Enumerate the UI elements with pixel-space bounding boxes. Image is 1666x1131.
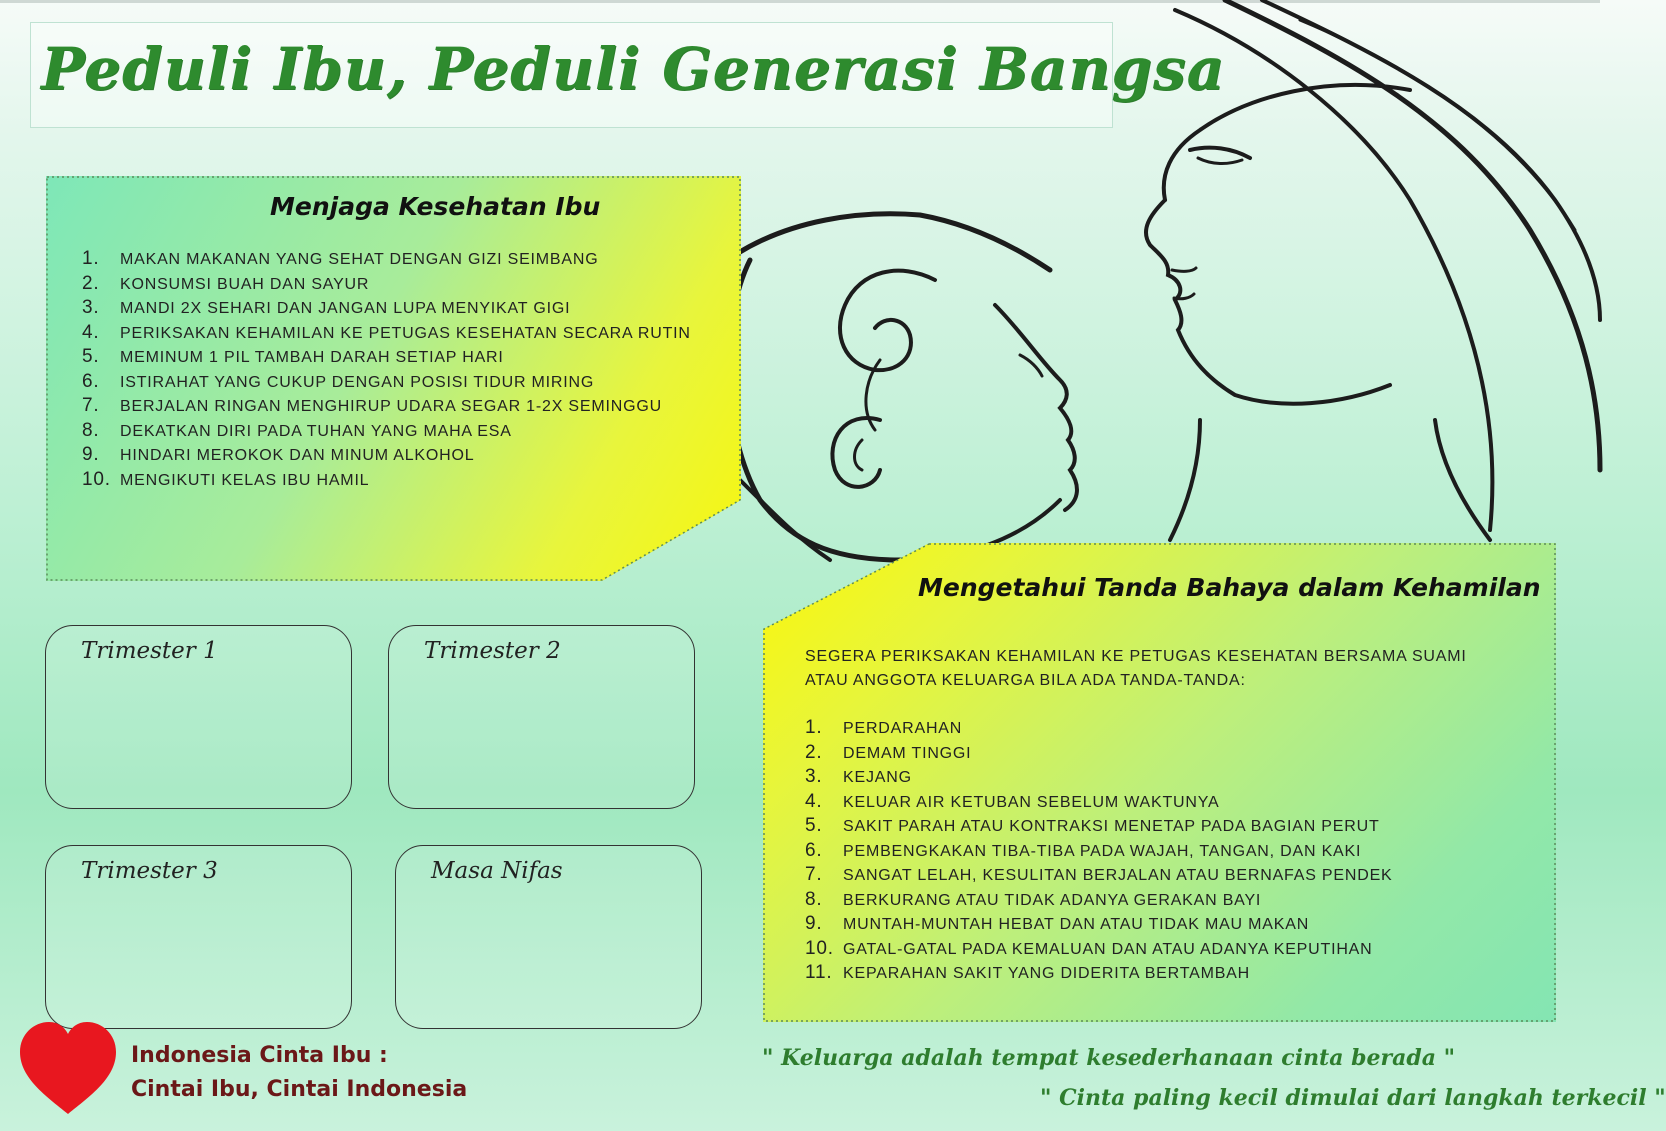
list-item bbox=[82, 370, 722, 395]
list-item-text: BERKURANG ATAU TIDAK ADANYA GERAKAN BAYI bbox=[843, 891, 1262, 909]
title-box bbox=[30, 22, 1226, 128]
list-item-number: 10. bbox=[805, 937, 834, 959]
trimester-1-label: Trimester 1 bbox=[81, 638, 218, 664]
list-item bbox=[805, 839, 1545, 864]
list-item-text: GATAL-GATAL PADA KEMALUAN DAN ATAU ADANYA KEPUTIHAN bbox=[843, 940, 1373, 958]
masa-nifas-label: Masa Nifas bbox=[431, 858, 563, 884]
list-item bbox=[82, 272, 722, 297]
list-item-number: 5. bbox=[82, 346, 100, 367]
list-item bbox=[82, 443, 722, 468]
list-item-text: SAKIT PARAH ATAU KONTRAKSI MENETAP PADA BAGIAN PERUT bbox=[843, 818, 1380, 835]
trimester-2-label: Trimester 2 bbox=[424, 638, 561, 664]
list-item-text: KELUAR AIR KETUBAN SEBELUM WAKTUNYA bbox=[843, 793, 1220, 811]
list-item-number: 1. bbox=[82, 248, 100, 269]
trimester-3-label: Trimester 3 bbox=[81, 858, 218, 884]
list-item-text: MEMINUM 1 PIL TAMBAH DARAH SETIAP HARI bbox=[120, 349, 504, 366]
trimester-1-box bbox=[45, 625, 352, 809]
list-item bbox=[805, 765, 1545, 790]
list-item-number: 7. bbox=[82, 395, 100, 416]
list-item-number: 4. bbox=[82, 321, 100, 343]
list-item bbox=[805, 790, 1545, 815]
list-item-text: PEMBENGKAKAN TIBA-TIBA PADA WAJAH, TANGAN, DAN KAKI bbox=[843, 842, 1362, 860]
list-item-text: MAKAN MAKANAN YANG SEHAT DENGAN GIZI SEIMBANG bbox=[120, 251, 599, 268]
list-item bbox=[805, 961, 1545, 986]
list-item bbox=[82, 345, 722, 370]
footer-line-2: Cintai Ibu, Cintai Indonesia bbox=[131, 1077, 468, 1102]
health-tips-list bbox=[82, 247, 722, 492]
list-item-number: 3. bbox=[82, 297, 100, 318]
list-item-text: HINDARI MEROKOK DAN MINUM ALKOHOL bbox=[120, 447, 475, 464]
list-item bbox=[805, 888, 1545, 913]
list-item-number: 2. bbox=[82, 272, 100, 294]
health-tips-heading: Menjaga Kesehatan Ibu bbox=[270, 192, 601, 221]
list-item-text: DEMAM TINGGI bbox=[843, 744, 972, 762]
list-item-text: ISTIRAHAT YANG CUKUP DENGAN POSISI TIDUR MIRING bbox=[120, 373, 595, 391]
list-item-number: 8. bbox=[805, 888, 823, 910]
list-item bbox=[82, 321, 722, 346]
list-item bbox=[82, 247, 722, 272]
list-item-text: PERIKSAKAN KEHAMILAN KE PETUGAS KESEHATAN SECARA RUTIN bbox=[120, 324, 691, 342]
list-item-text: PERDARAHAN bbox=[843, 720, 963, 737]
trimester-2-box bbox=[388, 625, 695, 809]
list-item-number: 9. bbox=[82, 444, 100, 465]
list-item bbox=[82, 394, 722, 419]
list-item-number: 9. bbox=[805, 913, 823, 934]
list-item bbox=[805, 937, 1545, 962]
list-item bbox=[805, 716, 1545, 741]
page-title: Peduli Ibu, Peduli Generasi Bangsa bbox=[41, 35, 1226, 103]
list-item bbox=[805, 863, 1545, 888]
list-item-number: 1. bbox=[805, 717, 823, 738]
list-item-text: KEPARAHAN SAKIT YANG DIDERITA BERTAMBAH bbox=[843, 965, 1250, 982]
danger-signs-intro: SEGERA PERIKSAKAN KEHAMILAN KE PETUGAS KESEHATAN BERSAMA SUAMI ATAU ANGGOTA KELUARGA BILA ADA TANDA-TANDA: bbox=[805, 648, 1467, 689]
heart-icon bbox=[16, 1018, 120, 1116]
list-item bbox=[805, 814, 1545, 839]
footer-line-1: Indonesia Cinta Ibu : bbox=[131, 1043, 388, 1068]
list-item-text: MANDI 2X SEHARI DAN JANGAN LUPA MENYIKAT GIGI bbox=[120, 300, 571, 317]
list-item-text: KONSUMSI BUAH DAN SAYUR bbox=[120, 275, 370, 293]
list-item bbox=[805, 912, 1545, 937]
list-item bbox=[805, 741, 1545, 766]
list-item bbox=[82, 296, 722, 321]
list-item-number: 7. bbox=[805, 864, 823, 885]
quote-1: " Keluarga adalah tempat kesederhanaan cinta berada " bbox=[762, 1045, 1456, 1071]
list-item-text: DEKATKAN DIRI PADA TUHAN YANG MAHA ESA bbox=[120, 422, 512, 440]
trimester-3-box bbox=[45, 845, 352, 1029]
list-item-text: MUNTAH-MUNTAH HEBAT DAN ATAU TIDAK MAU MAKAN bbox=[843, 916, 1310, 933]
list-item-text: SANGAT LELAH, KESULITAN BERJALAN ATAU BERNAFAS PENDEK bbox=[843, 867, 1393, 884]
danger-signs-list bbox=[805, 716, 1545, 986]
list-item-number: 3. bbox=[805, 766, 823, 787]
list-item-number: 11. bbox=[805, 962, 833, 983]
list-item-number: 8. bbox=[82, 419, 100, 441]
danger-signs-heading: Mengetahui Tanda Bahaya dalam Kehamilan bbox=[918, 573, 1541, 602]
list-item-text: MENGIKUTI KELAS IBU HAMIL bbox=[120, 471, 370, 489]
list-item-text: KEJANG bbox=[843, 769, 912, 786]
list-item-number: 6. bbox=[82, 370, 100, 392]
list-item-number: 5. bbox=[805, 815, 823, 836]
list-item bbox=[82, 419, 722, 444]
list-item-number: 2. bbox=[805, 741, 823, 763]
list-item-number: 10. bbox=[82, 468, 111, 490]
masa-nifas-box bbox=[395, 845, 702, 1029]
list-item-number: 4. bbox=[805, 790, 823, 812]
quote-2: " Cinta paling kecil dimulai dari langkah terkecil " bbox=[1040, 1085, 1666, 1111]
list-item-text: BERJALAN RINGAN MENGHIRUP UDARA SEGAR 1-2X SEMINGGU bbox=[120, 398, 662, 415]
list-item-number: 6. bbox=[805, 839, 823, 861]
list-item bbox=[82, 468, 722, 493]
